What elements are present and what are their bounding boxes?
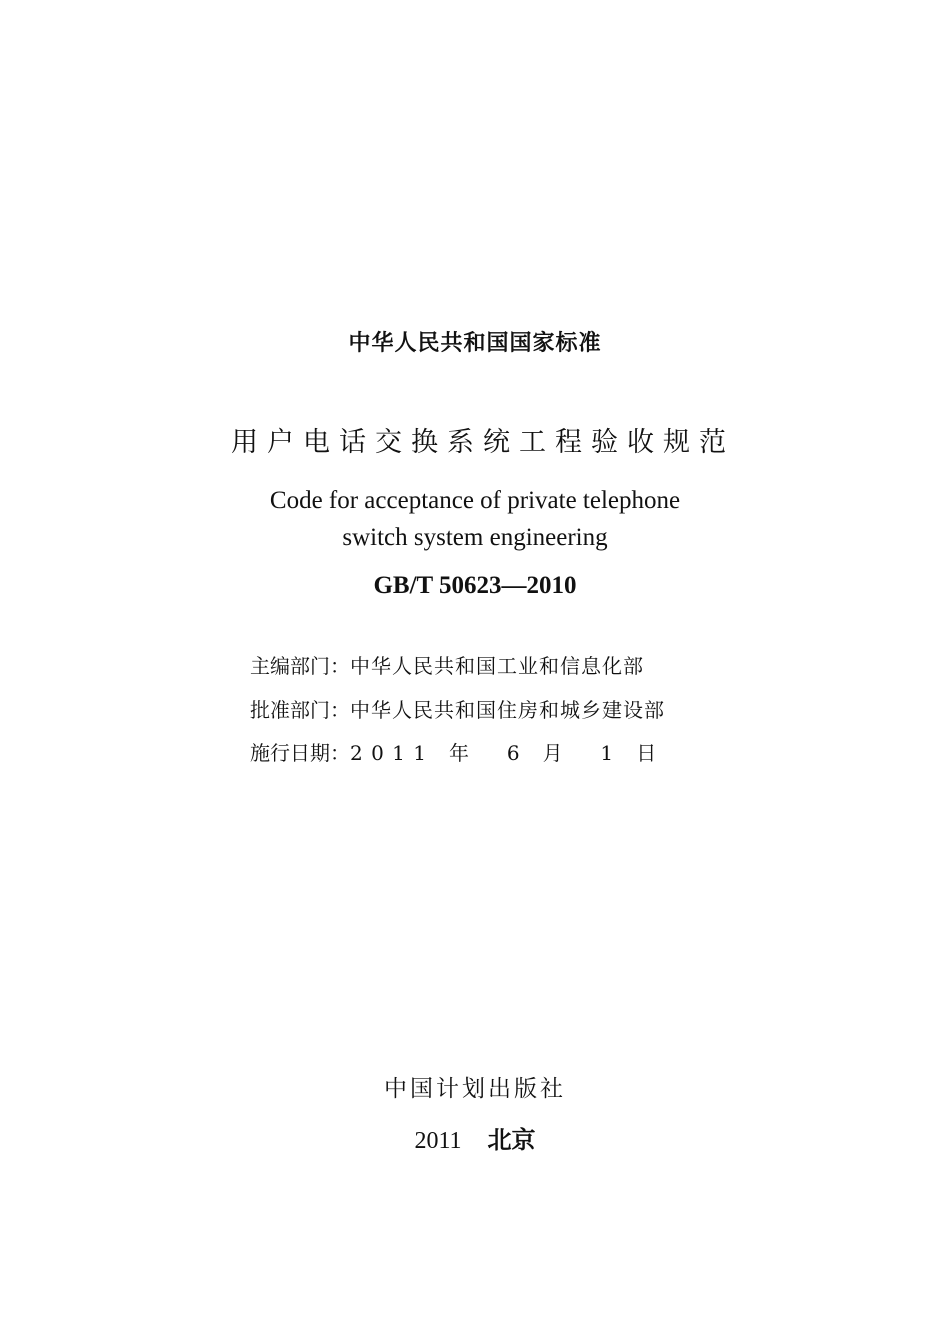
publication-city: 北京 (487, 1126, 536, 1154)
effective-date-value: 2 0 1 1 年 6 月 1 日 (350, 741, 658, 765)
standard-series: 中华人民共和国国家标准 (348, 331, 602, 356)
standard-code: GB/T 50623—2010 (373, 572, 577, 599)
title-english (0, 482, 950, 556)
approver-department-value: 中华人民共和国住房和城乡建设部 (350, 698, 665, 722)
editor-department-label: 主编部门： (250, 654, 350, 678)
editor-department (250, 650, 644, 679)
effective-date-label: 施行日期： (250, 741, 350, 765)
title-chinese: 用户电话交换系统工程验收规范 (231, 427, 735, 458)
publication-year: 2011 (414, 1128, 462, 1154)
publisher: 中国计划出版社 (384, 1076, 566, 1102)
approver-department-label: 批准部门： (250, 698, 350, 722)
editor-department-value: 中华人民共和国工业和信息化部 (350, 654, 644, 678)
approver-department (250, 694, 665, 723)
imprint-line (0, 1120, 950, 1155)
effective-date (250, 737, 657, 766)
title-english-line-2: switch system engineering (342, 524, 608, 551)
title-english-line-1: Code for acceptance of private telephone (269, 487, 681, 514)
